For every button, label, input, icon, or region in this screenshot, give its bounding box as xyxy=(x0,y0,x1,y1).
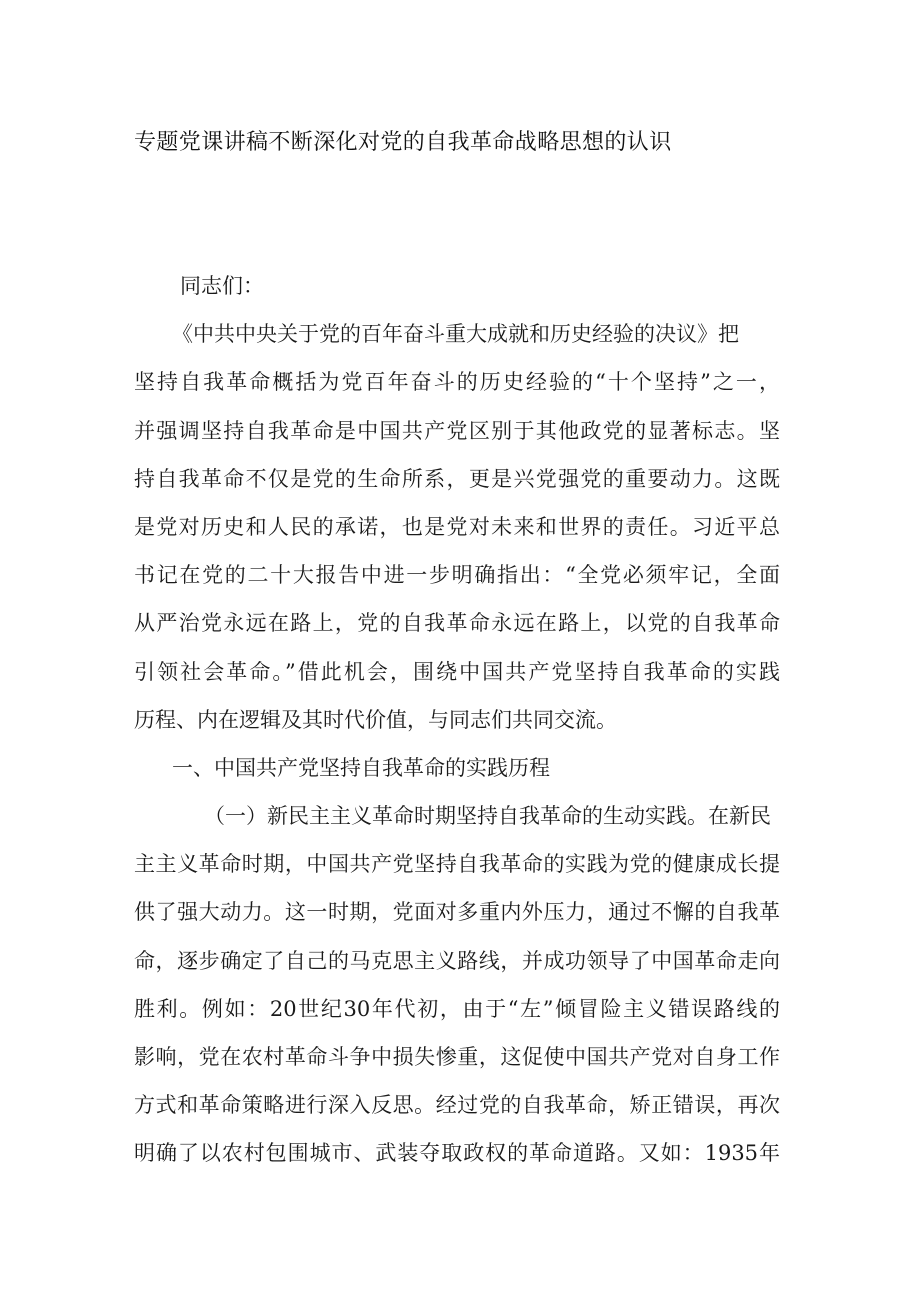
paragraph-line: 书记在党的二十大报告中进一步明确指出：“全党必须牢记，全面 xyxy=(134,563,780,588)
paragraph-line: 供了强大动力。这一时期，党面对多重内外压力，通过不懈的自我革 xyxy=(134,900,780,925)
paragraph-line: 命，逐步确定了自己的马克思主义路线，并成功领导了中国革命走向 xyxy=(134,948,780,973)
paragraph-line: 明确了以农村包围城市、武装夺取政权的革命道路。又如：1935年 xyxy=(134,1141,780,1166)
paragraph-line: 引领社会革命。”借此机会，围绕中国共产党坚持自我革命的实践 xyxy=(134,659,780,684)
document-title: 专题党课讲稿不断深化对党的自我革命战略思想的认识 xyxy=(134,130,672,155)
paragraph-line: 并强调坚持自我革命是中国共产党区别于其他政党的显著标志。坚 xyxy=(134,418,780,443)
subsection-heading-line: （一）新民主主义革命时期坚持自我革命的生动实践。在新民 xyxy=(204,804,771,829)
paragraph-line: 《中共中央关于党的百年奋斗重大成就和历史经验的决议》把 xyxy=(172,322,739,347)
paragraph-line: 持自我革命不仅是党的生命所系，更是兴党强党的重要动力。这既 xyxy=(134,466,780,491)
paragraph-line: 方式和革命策略进行深入反思。经过党的自我革命，矫正错误，再次 xyxy=(134,1093,780,1118)
paragraph-line: 是党对历史和人民的承诺，也是党对未来和世界的责任。习近平总 xyxy=(134,514,780,539)
paragraph-line: 主主义革命时期，中国共产党坚持自我革命的实践为党的健康成长提 xyxy=(134,852,780,877)
paragraph-line: 胜利。例如：20世纪30年代初，由于“左”倾冒险主义错误路线的 xyxy=(134,996,780,1021)
paragraph-line: 从严治党永远在路上，党的自我革命永远在路上，以党的自我革命 xyxy=(134,611,780,636)
section-heading: 一、中国共产党坚持自我革命的实践历程 xyxy=(172,755,550,780)
salutation: 同志们： xyxy=(180,274,264,298)
paragraph-line: 影响，党在农村革命斗争中损失惨重，这促使中国共产党对自身工作 xyxy=(134,1045,780,1069)
paragraph-line: 历程、内在逻辑及其时代价值，与同志们共同交流。 xyxy=(134,707,617,732)
paragraph-line: 坚持自我革命概括为党百年奋斗的历史经验的“十个坚持”之一， xyxy=(134,370,780,395)
document-body xyxy=(134,262,780,1178)
